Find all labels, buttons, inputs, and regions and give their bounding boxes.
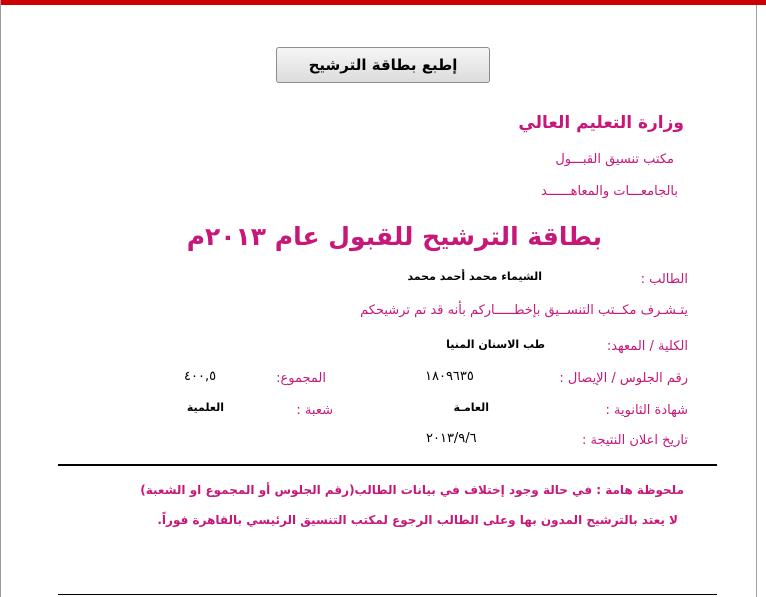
seat-number-value: ١٨٠٩٦٣٥	[425, 369, 474, 384]
top-accent-bar	[0, 0, 766, 5]
certificate-label: شهادة الثانوية :	[605, 403, 688, 418]
office-name-line1: مكتب تنسيق القبـــول	[555, 152, 674, 167]
faculty-label: الكلية / المعهد:	[606, 339, 688, 354]
seat-number-label: رقم الجلوس / الإيصال :	[559, 371, 688, 386]
faculty-value: طب الاسنان المنيا	[446, 338, 545, 351]
total-label: المجموع:	[276, 371, 326, 386]
important-note-line2: لا يعتد بالترشيح المدون بها وعلى الطالب الرجوع لمكتب التنسيق الرئيسي بالقاهرة فوراً.	[157, 513, 678, 527]
student-name: الشيماء محمد أحمد محمد	[407, 270, 542, 283]
branch-value: العلمية	[186, 401, 224, 414]
total-value: ٤٠٠,٥	[184, 369, 217, 384]
office-name-line2: بالجامعـــات والمعاهــــــد	[540, 184, 678, 199]
print-card-button[interactable]: إطبع بطاقة الترشيح	[276, 47, 490, 83]
left-frame-border	[0, 0, 1, 597]
student-label: الطالب :	[640, 272, 688, 287]
nomination-notice: يتـشـرف مكــتب التنســيق بإخطـــــاركم بأنه قد تم ترشيحكم	[360, 303, 688, 318]
result-date-value: ٢٠١٣/٩/٦	[426, 431, 477, 446]
ministry-title: وزارة التعليم العالي	[518, 113, 684, 133]
section-divider	[58, 464, 717, 466]
result-date-label: تاريخ اعلان النتيجة :	[581, 433, 688, 448]
important-note-line1: ملحوظة هامة : في حالة وجود إختلاف في بيانات الطالب(رقم الجلوس أو المجموع او الشعبة)	[140, 483, 684, 497]
certificate-value: العامـة	[453, 401, 489, 414]
right-frame-border	[756, 5, 757, 597]
bottom-divider	[58, 594, 717, 595]
card-title: بطاقة الترشيح للقبول عام ٢٠١٣م	[186, 222, 602, 251]
branch-label: شعبة :	[296, 403, 333, 418]
